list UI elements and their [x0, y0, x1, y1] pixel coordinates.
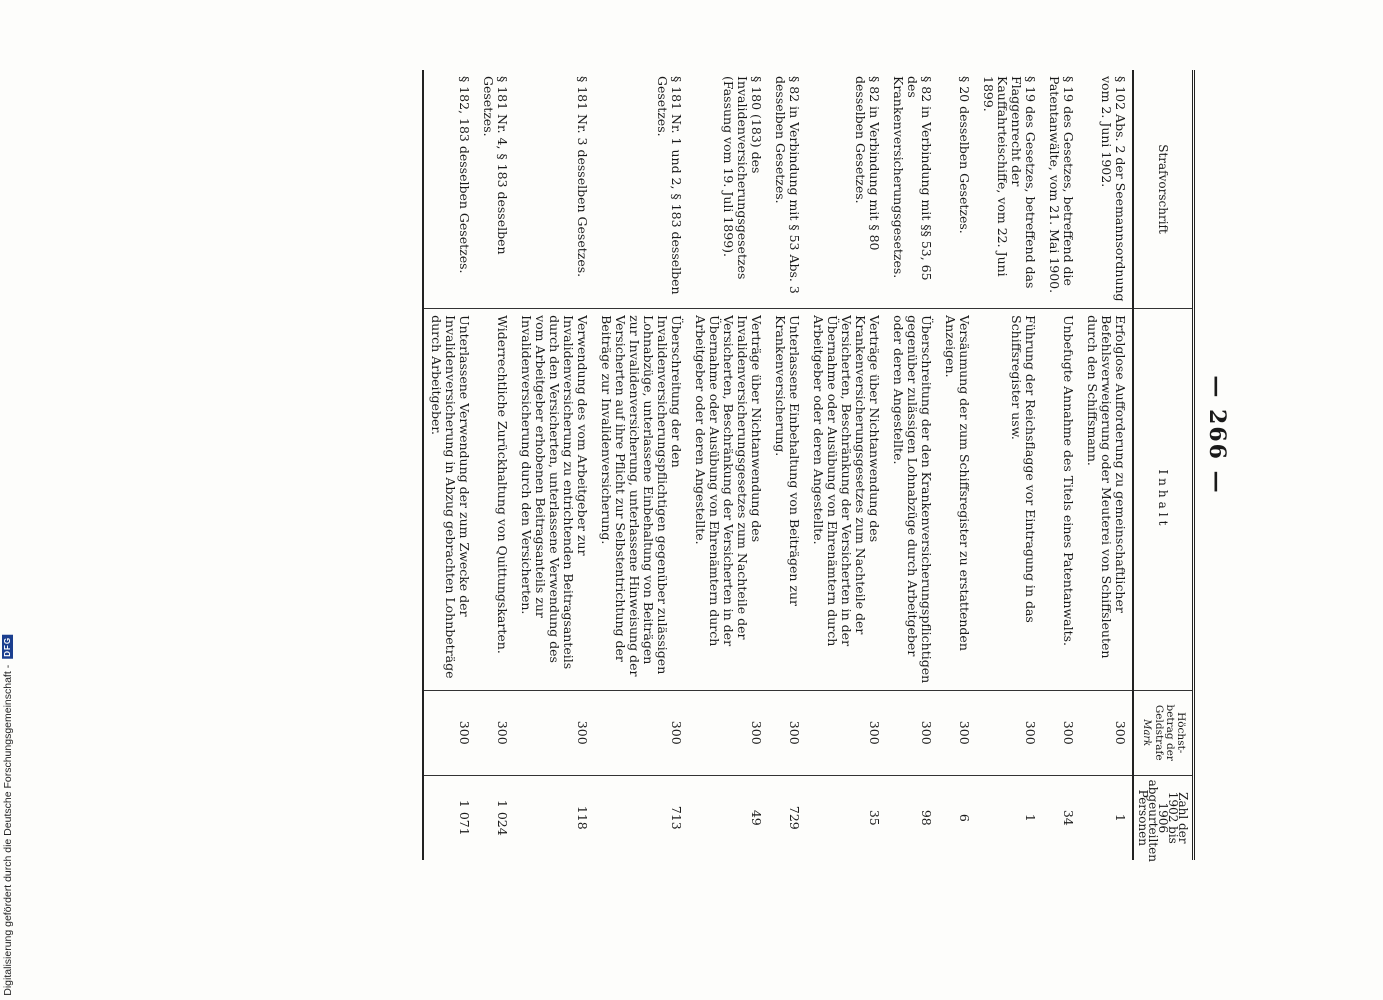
cell-inhalt: Widerrechtliche Zurückhaltung von Quittungskarten. [476, 309, 514, 691]
cell-strafvorschrift: § 82 in Verbindung mit § 80 desselben Gesetzes. [853, 76, 882, 251]
penalty-table [422, 70, 1195, 860]
cell-inhalt: Erfolglose Aufforderung zu gemeinschaftlicher Befehlsverweigerung oder Meuterei von Schiffsleuten durch den Schiffsmann. [1080, 309, 1133, 691]
cell-hoechstbetrag: 300 [886, 690, 938, 775]
cell-hoechstbetrag: 300 [1080, 690, 1133, 775]
cell-inhalt: Unterlassene Einbehaltung von Beiträgen zur Krankenversicherung. [768, 309, 806, 691]
cell-hoechstbetrag: 300 [594, 690, 688, 775]
cell-personen: 6 [938, 775, 976, 860]
cell-personen: 1 071 [423, 775, 476, 860]
cell-inhalt: Verwendung des vom Arbeitgeber zur Invalidenversicherung zu entrichtenden Beitragsanteils durch den Versicherten, unterlassene Verwendung des vom Arbeitgeber erhobenen Beitragsanteils zur Invalidenversicherung durch den Versicherten. [514, 309, 594, 691]
cell-inhalt: Verträge über Nichtanwendung des Invalidenversicherungsgesetzes zum Nachteile der Versicherten, Beschränkung der Versicherten in der Übernahme oder Ausübung von Ehrenämtern durch Arbeitgeber oder deren Angestellte. [688, 309, 768, 691]
header-hoechstbetrag-unit: Mark [1141, 719, 1153, 747]
cell-strafvorschrift: § 181 Nr. 4, § 183 desselben Gesetzes. [481, 76, 510, 255]
cell-inhalt: Unterlassene Verwendung der zum Zwecke der Invalidenversicherung in Abzug gebrachten Lohnbeträge durch Arbeitgeber. [423, 309, 476, 691]
cell-hoechstbetrag: 300 [688, 690, 768, 775]
cell-personen: 713 [594, 775, 688, 860]
table-row [1042, 70, 1080, 860]
cell-strafvorschrift: § 182, 183 desselben Gesetzes. [423, 70, 476, 309]
cell-strafvorschrift: § 181 Nr. 3 desselben Gesetzes. [575, 76, 590, 278]
cell-personen: 1 [976, 775, 1042, 860]
cell-personen: 98 [886, 775, 938, 860]
cell-personen: 729 [768, 775, 806, 860]
header-hoechstbetrag-label: Höchst-betrag der Geldstrafe [1153, 704, 1188, 761]
cell-strafvorschrift: § 82 in Verbindung mit §§ 53, 65 des Krankenversicherungsgesetzes. [891, 76, 934, 281]
cell-personen: 118 [514, 775, 594, 860]
cell-strafvorschrift: § 19 des Gesetzes, betreffend die Patentanwälte, vom 21. Mai 1900. [1047, 76, 1076, 294]
table-row [938, 70, 976, 860]
header-hoechstbetrag [1133, 690, 1194, 775]
dfg-logo: DFG [3, 637, 12, 658]
table-row [476, 70, 514, 860]
cell-hoechstbetrag: 300 [476, 690, 514, 775]
digitization-note [2, 635, 14, 996]
cell-strafvorschrift: § 181 Nr. 1 und 2, § 183 desselben Gesetzes. [655, 76, 684, 295]
table-row [688, 70, 768, 860]
header-personen: Zahl der 1902 bis 1906 abgeurteilten Personen [1133, 775, 1194, 860]
cell-strafvorschrift: § 19 des Gesetzes, betreffend das Flaggenrecht der Kauffahrteischiffe, vom 22. Juni 1899. [981, 76, 1038, 289]
header-inhalt: Inhalt [1133, 309, 1194, 691]
cell-inhalt: Überschreitung der den Invalidenversicherungspflichtigen gegenüber zulässigen Lohnabzüge, unterlassene Einbehaltung von Beiträgen zur Invalidenversicherung, unterlassene Hinweisung der Versicherten auf ihre Pflicht zur Selbstentrichtung der Beiträge zur Invalidenversicherung. [594, 309, 688, 691]
table-row [594, 70, 688, 860]
table-row [886, 70, 938, 860]
cell-hoechstbetrag: 300 [976, 690, 1042, 775]
table-row [1080, 70, 1133, 860]
cell-strafvorschrift: § 20 desselben Gesetzes. [957, 76, 972, 234]
cell-strafvorschrift: § 180 (183) des Invalidenversicherungsgesetzes (Fassung vom 19. Juli 1899). [721, 76, 764, 280]
cell-hoechstbetrag: 300 [1042, 690, 1080, 775]
table-row [514, 70, 594, 860]
rotated-page [100, 20, 1250, 862]
cell-personen: 1 [1080, 775, 1133, 860]
table-row [976, 70, 1042, 860]
cell-inhalt: Unbefugte Annahme des Titels eines Patentanwalts. [1042, 309, 1080, 691]
cell-inhalt: Versäumung der zum Schiffsregister zu erstattenden Anzeigen. [938, 309, 976, 691]
table-row [806, 70, 886, 860]
cell-inhalt: Führung der Reichsflagge vor Eintragung in das Schiffsregister usw. [976, 309, 1042, 691]
cell-hoechstbetrag: 300 [514, 690, 594, 775]
header-strafvorschrift: Strafvorschrift [1133, 70, 1194, 309]
cell-hoechstbetrag: 300 [423, 690, 476, 775]
cell-strafvorschrift: § 82 in Verbindung mit § 53 Abs. 3 desselben Gesetzes. [773, 76, 802, 294]
page-number: — 266 — [1204, 375, 1230, 495]
cell-inhalt: Verträge über Nichtanwendung des Krankenversicherungsgesetzes zum Nachteile der Versicherten, Beschränkung der Versicherten in der Übernahme oder Ausübung von Ehrenämtern durch Arbeitgeber oder deren Angestellte. [806, 309, 886, 691]
cell-personen: 49 [688, 775, 768, 860]
cell-inhalt: Überschreitung der den Krankenversicherungspflichtigen gegenüber zulässigen Lohnabzüge durch Arbeitgeber oder deren Angestellte. [886, 309, 938, 691]
cell-hoechstbetrag: 300 [938, 690, 976, 775]
cell-hoechstbetrag: 300 [768, 690, 806, 775]
cell-personen: 34 [1042, 775, 1080, 860]
cell-personen: 35 [806, 775, 886, 860]
table-header-row [1133, 70, 1194, 860]
table-row [423, 70, 476, 860]
table-row [768, 70, 806, 860]
cell-hoechstbetrag: 300 [806, 690, 886, 775]
digitization-text: Digitalisierung gefördert durch die Deutsche Forschungsgemeinschaft - [2, 665, 14, 996]
cell-strafvorschrift: § 102 Abs. 2 der Seemannsordnung vom 2. Juni 1902. [1099, 76, 1128, 302]
cell-personen: 1 024 [476, 775, 514, 860]
